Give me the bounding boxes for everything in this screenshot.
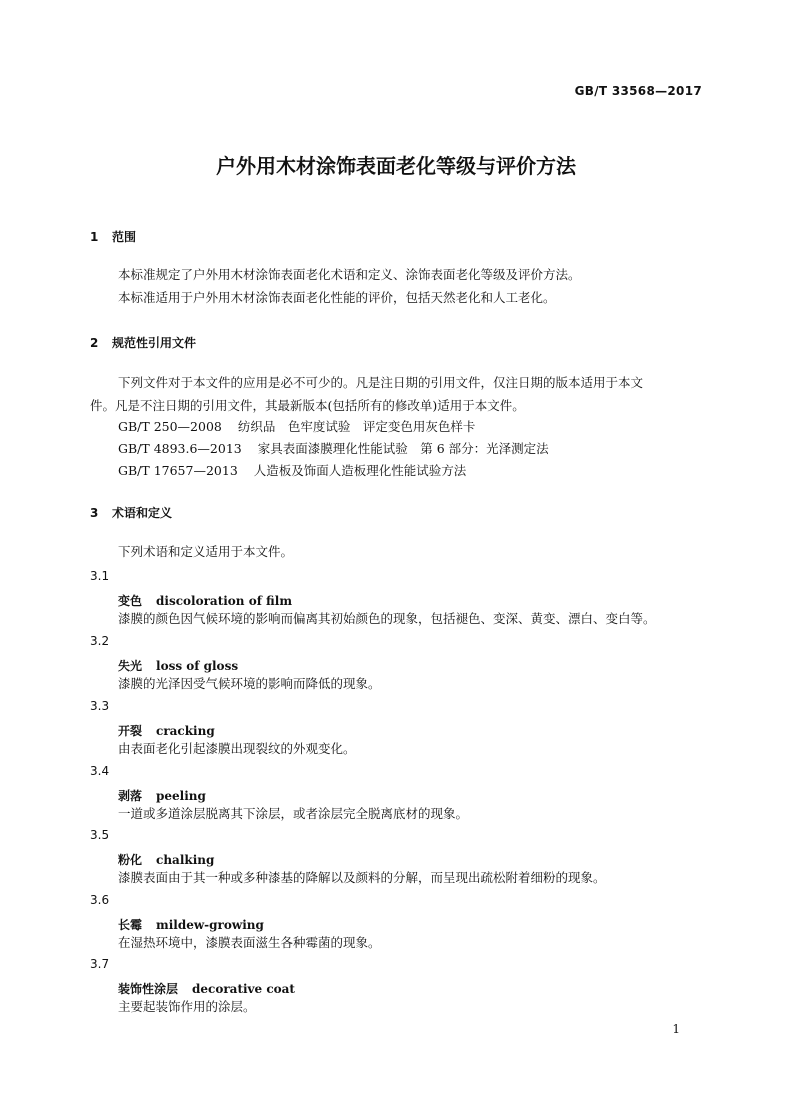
section-1-title: 范围 — [112, 230, 137, 244]
term-chinese: 失光 — [118, 659, 143, 673]
reference-item — [118, 416, 475, 438]
term-number: 3.4 — [90, 764, 110, 778]
reference-code: GB/T 17657—2013 — [118, 463, 238, 478]
term-heading — [118, 849, 214, 868]
section-2-number: 2 — [90, 336, 99, 350]
term-heading — [118, 914, 264, 933]
standard-code: GB/T 33568—2017 — [574, 84, 702, 98]
term-chinese: 装饰性涂层 — [118, 982, 179, 996]
term-chinese: 开裂 — [118, 724, 143, 738]
term-number: 3.3 — [90, 699, 110, 713]
term-number: 3.5 — [90, 828, 110, 842]
term-chinese: 剥落 — [118, 789, 143, 803]
term-definition: 由表面老化引起漆膜出现裂纹的外观变化。 — [118, 741, 356, 756]
reference-code: GB/T 250—2008 — [118, 419, 222, 434]
term-english: loss of gloss — [156, 659, 239, 673]
terms-intro: 下列术语和定义适用于本文件。 — [118, 544, 294, 559]
term-definition: 在湿热环境中，漆膜表面滋生各种霉菌的现象。 — [118, 935, 381, 950]
reference-title: 纺织品 色牢度试验 评定变色用灰色样卡 — [237, 419, 476, 434]
section-3-number: 3 — [90, 506, 99, 520]
term-english: peeling — [156, 789, 206, 803]
term-chinese: 长霉 — [118, 918, 143, 932]
term-definition: 漆膜表面由于其一种或多种漆基的降解以及颜料的分解，而呈现出疏松附着细粉的现象。 — [118, 870, 606, 885]
term-definition: 一道或多道涂层脱离其下涂层，或者涂层完全脱离底材的现象。 — [118, 806, 469, 821]
reference-title: 家具表面漆膜理化性能试验 第 6 部分：光泽测定法 — [257, 441, 549, 456]
page-number: 1 — [672, 1022, 680, 1036]
term-number: 3.1 — [90, 569, 110, 583]
reference-item — [118, 460, 466, 482]
section-3-heading — [90, 504, 172, 521]
section-3-title: 术语和定义 — [112, 506, 173, 520]
section-2-heading — [90, 334, 196, 351]
normative-paragraph-line-2: 件。凡是不注日期的引用文件，其最新版本(包括所有的修改单)适用于本文件。 — [90, 398, 525, 413]
scope-paragraph-1: 本标准规定了户外用木材涂饰表面老化术语和定义、涂饰表面老化等级及评价方法。 — [118, 267, 581, 282]
term-english: chalking — [156, 853, 215, 867]
term-english: discoloration of film — [156, 594, 293, 608]
scope-paragraph-2: 本标准适用于户外用木材涂饰表面老化性能的评价，包括天然老化和人工老化。 — [118, 290, 556, 305]
reference-title: 人造板及饰面人造板理化性能试验方法 — [253, 463, 467, 478]
term-chinese: 粉化 — [118, 853, 143, 867]
term-heading — [118, 785, 206, 804]
normative-paragraph-line-1: 下列文件对于本文件的应用是必不可少的。凡是注日期的引用文件，仅注日期的版本适用于本文 — [118, 375, 644, 390]
term-english: cracking — [156, 724, 215, 738]
section-2-title: 规范性引用文件 — [112, 336, 197, 350]
term-number: 3.6 — [90, 893, 110, 907]
term-heading — [118, 720, 215, 739]
document-title: 户外用木材涂饰表面老化等级与评价方法 — [216, 154, 576, 178]
term-definition: 漆膜的光泽因受气候环境的影响而降低的现象。 — [118, 676, 381, 691]
term-number: 3.7 — [90, 957, 110, 971]
term-number: 3.2 — [90, 634, 110, 648]
reference-item — [118, 438, 549, 460]
term-heading — [118, 590, 292, 609]
term-heading — [118, 978, 295, 997]
section-1-number: 1 — [90, 230, 99, 244]
term-chinese: 变色 — [118, 594, 143, 608]
term-definition: 漆膜的颜色因气候环境的影响而偏离其初始颜色的现象，包括褪色、变深、黄变、漂白、变白等。 — [118, 611, 656, 626]
term-heading — [118, 655, 238, 674]
term-english: mildew-growing — [156, 918, 264, 932]
reference-code: GB/T 4893.6—2013 — [118, 441, 242, 456]
term-definition: 主要起装饰作用的涂层。 — [118, 999, 256, 1014]
section-1-heading — [90, 228, 136, 245]
term-english: decorative coat — [192, 982, 295, 996]
